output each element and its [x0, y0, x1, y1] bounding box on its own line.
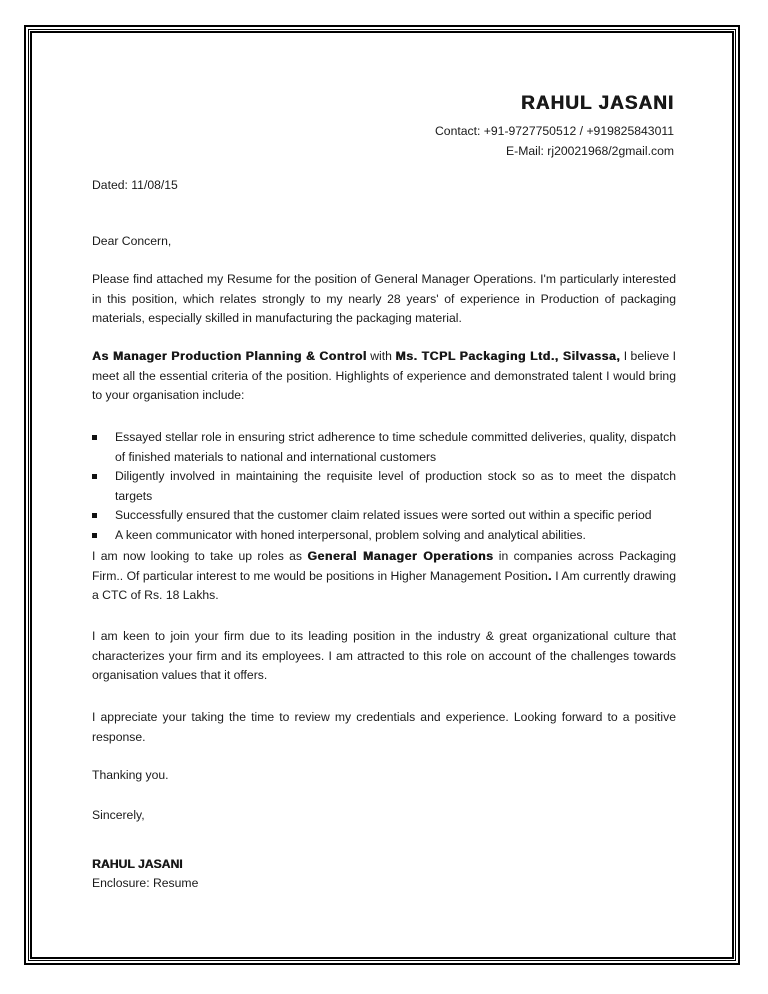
target-role: General Manager Operations: [307, 549, 494, 563]
contact-phone: Contact: +91-9727750512 / +919825843011: [435, 124, 674, 138]
list-item: Successfully ensured that the customer claim related issues were sorted out within a specific period: [92, 506, 676, 526]
highlights-list: [92, 428, 676, 545]
letter-date: Dated: 11/08/15: [92, 178, 178, 192]
contact-email: E-Mail: rj20021968/2gmail.com: [506, 144, 674, 158]
with-text: with: [366, 349, 396, 363]
signature-name: RAHUL JASANI: [92, 857, 183, 871]
square-bullet-icon: [92, 513, 97, 518]
current-role: As Manager Production Planning & Control: [92, 349, 367, 363]
paragraph-experience: [92, 347, 676, 406]
letter-closing: Sincerely,: [92, 808, 145, 822]
paragraph-appreciation: I appreciate your taking the time to review my credentials and experience. Looking forward to a positive response.: [92, 710, 676, 744]
contact-block: [435, 121, 674, 161]
list-item: A keen communicator with honed interpersonal, problem solving and analytical abilities.: [92, 526, 676, 546]
company-name: Ms. TCPL Packaging Ltd., Silvassa,: [395, 349, 621, 363]
letter-thanks: Thanking you.: [92, 768, 169, 782]
letter-greeting: Dear Concern,: [92, 234, 172, 248]
square-bullet-icon: [92, 533, 97, 538]
paragraph-motivation: I am keen to join your firm due to its leading position in the industry & great organizational culture that characterizes your firm and its employees. I am attracted to this role on account of the challenges towards organisation values that it offers.: [92, 629, 676, 682]
list-item: Diligently involved in maintaining the requisite level of production stock so as to meet the dispatch targets: [92, 467, 676, 506]
paragraph-target-role: I am now looking to take up roles as General Manager Operations in companies across Packaging Firm.. Of particular interest to me would be positions in Higher Management Position. I Am currently drawing a CTC of Rs. 18 Lakhs.: [92, 549, 676, 602]
square-bullet-icon: [92, 474, 97, 479]
experience-text: I believe I meet all the essential criteria of the position. Highlights of experience and demonstrated talent I would bring to your organisation include:: [92, 349, 677, 402]
applicant-name-header: RAHUL JASANI: [520, 93, 674, 114]
list-item: Essayed stellar role in ensuring strict adherence to time schedule committed deliveries, quality, dispatch of finished materials to national and international customers: [92, 428, 676, 467]
enclosure-note: Enclosure: Resume: [92, 876, 199, 890]
paragraph-intro: Please find attached my Resume for the position of General Manager Operations. I'm particularly interested in this position, which relates strongly to my nearly 28 years' of experience in Production of packaging materials, especially skilled in manufacturing the packaging material.: [92, 272, 676, 325]
square-bullet-icon: [92, 435, 97, 440]
